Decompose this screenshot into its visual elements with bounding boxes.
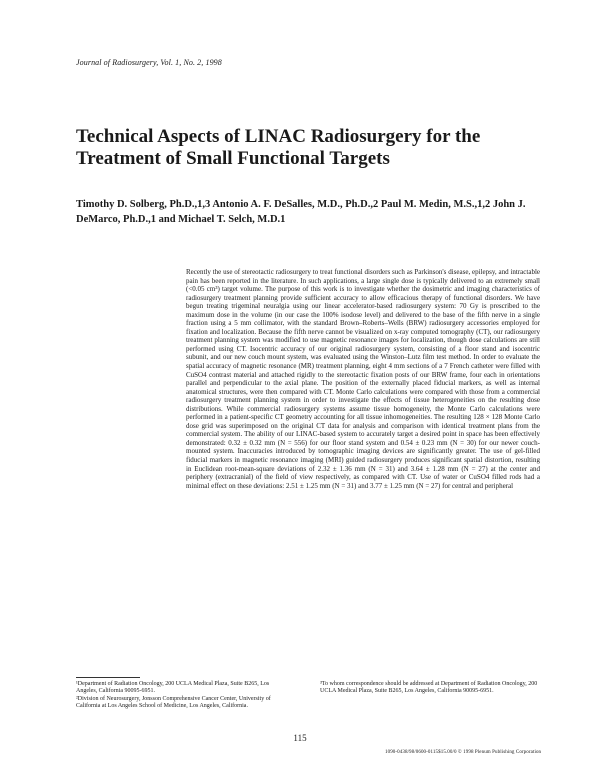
journal-citation: Journal of Radiosurgery, Vol. 1, No. 2, 1998 (76, 58, 222, 67)
page-number: 115 (293, 733, 307, 743)
copyright-line: 1090-0438/98/0600-0115$15.00/0 © 1998 Plenum Publishing Corporation (385, 750, 542, 755)
footnote-affiliation-1: ¹Department of Radiation Oncology, 200 UCLA Medical Plaza, Suite B265, Los Angeles, California 90095-6951. (76, 681, 270, 695)
abstract-paragraph: Recently the use of stereotactic radiosurgery to treat functional disorders such as Parkinson's disease, epilepsy, and intractable pain has been reported in the literature. In such applications, a large single dose is typically delivered to an extremely small (<0.05 cm³) target volume. The purpose of this work is to investigate whether the dosimetric and imaging characteristics of radiosurgery treatment planning provide sufficient accuracy to allow efficacious therapy of functional disorders. We have begun treating trigeminal neuralgia using our linear accelerator-based radiosurgery system: 70 Gy is prescribed to the maximum dose in the volume (in our case the 100% isodose level) and delivered to the base of the fifth nerve in a single fraction using a 5 mm collimator, with the standard Brown–Roberts–Wells (BRW) radiosurgery accessories employed for fixation and localization. Because the fifth nerve cannot be visualized on x-ray computed tomography (CT), our radiosurgery treatment planning system was modified to use magnetic resonance images for localization, though dose calculations are still performed using CT. Isocentric accuracy of our original radiosurgery system, consisting of a floor stand and isocentric subunit, and our new couch mount system, was evaluated using the Winston–Lutz film test method. In order to evaluate the spatial accuracy of magnetic resonance (MR) treatment planning, eight 4 mm sections of a 7 French catheter were filled with CuSO4 contrast material and attached rigidly to the stereotactic fixation posts of our BRW frame, four each in orientations parallel and perpendicular to the axial plane. The position of the externally placed fiducial markers, as well as internal anatomical structures, were then compared with CT. Monte Carlo calculations were compared with those from a commercial radiosurgery treatment planning system in order to investigate the effects of tissue heterogeneities on the resulting dose distributions. While commercial radiosurgery systems assume tissue homogeneity, the Monte Carlo calculations were performed in a patient-specific CT geometry accounting for all tissue inhomogeneities. The resulting 128 × 128 Monte Carlo dose grid was superimposed on the original CT data for analysis and comparison with identical treatment plans from the commercial system. The ability of our LINAC-based system to accurately target a desired point in space has been effectively demonstrated: 0.32 ± 0.32 mm (N = 556) for our floor stand system and 0.54 ± 0.23 mm (N = 30) for our newer couch-mounted system. Inaccuracies introduced by tomographic imaging devices are significantly greater. The use of gel-filled fiducial markers in magnetic resonance imaging (MRI) guided radiosurgery produces significant spatial distortion, resulting in Euclidean root-mean-square deviations of 2.32 ± 1.36 mm (N = 31) and 3.64 ± 1.28 mm (N = 27) at the center and periphery (extracranial) of the field of view respectively, as compared with CT. Use of water or CuSO4 filled rods had a minimal effect on these deviations: 2.51 ± 1.25 mm (N = 31) and 3.77 ± 1.25 mm (N = 27) for central and peripheral (186, 268, 540, 490)
author-list: Timothy D. Solberg, Ph.D.,1,3 Antonio A. F. DeSalles, M.D., Ph.D.,2 Paul M. Medin, M.S.,1,2 John J. DeMarco, Ph.D.,1 and Michael T. Selch, M.D.1 (76, 199, 526, 225)
footnote-divider (76, 677, 140, 678)
article-title: Technical Aspects of LINAC Radiosurgery for the Treatment of Small Functional Targets (76, 126, 481, 169)
footnote-correspondence: ³To whom correspondence should be addressed at Department of Radiation Oncology, 200 UCLA Medical Plaza, Suite B265, Los Angeles, California 90095-6951. (320, 681, 538, 695)
footnote-affiliation-2: ²Division of Neurosurgery, Jonsson Comprehensive Cancer Center, University of California at Los Angeles School of Medicine, Los Angeles, California. (76, 696, 271, 710)
